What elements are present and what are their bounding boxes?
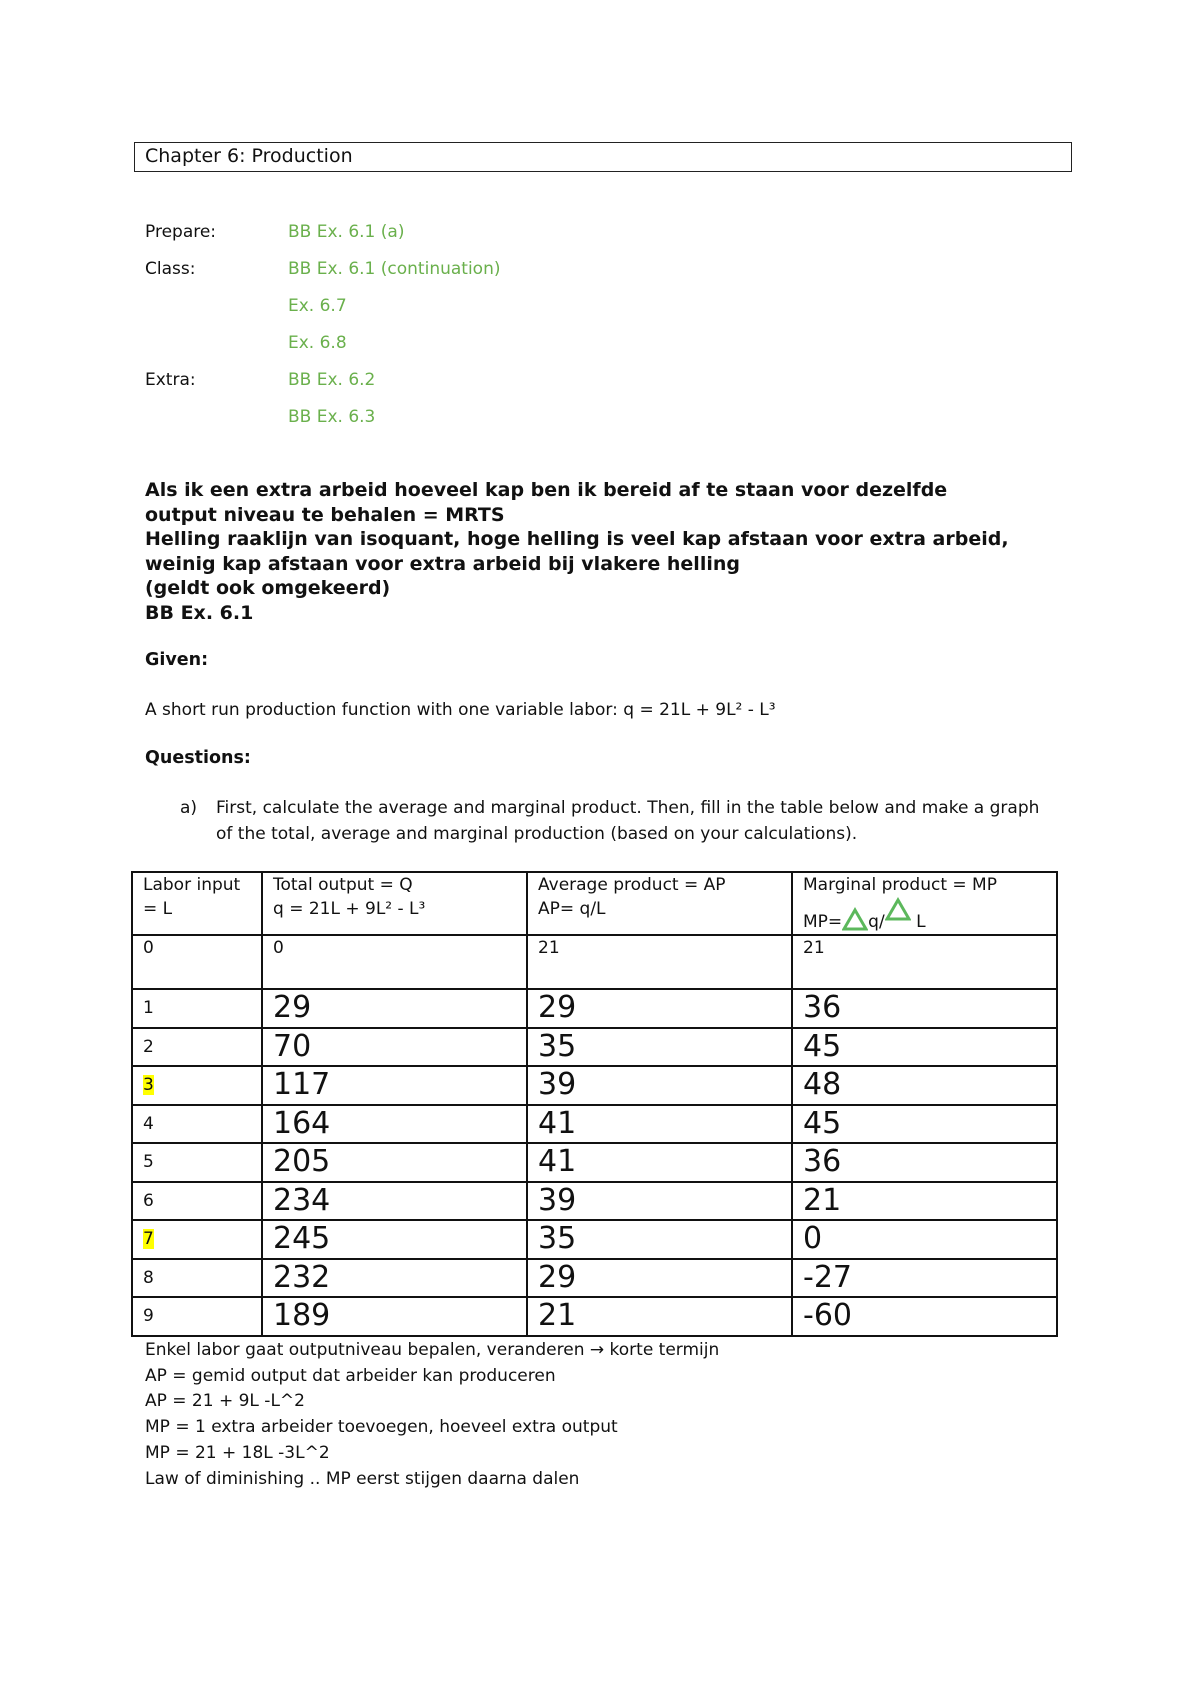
cell-average-product-value: 35 bbox=[538, 1028, 577, 1064]
header-marginal-product bbox=[792, 872, 1057, 935]
mrts-note-line: output niveau te behalen = MRTS bbox=[145, 503, 505, 526]
header-text: MP= bbox=[803, 912, 843, 932]
question-marker: a) bbox=[180, 798, 198, 818]
cell-labor-value: 9 bbox=[143, 1306, 154, 1327]
cell-total-output: 0 bbox=[262, 935, 527, 989]
cell-labor bbox=[132, 1143, 262, 1182]
cell-total-output-value: 232 bbox=[273, 1259, 331, 1295]
delta-triangle-icon bbox=[885, 897, 911, 925]
table-row bbox=[132, 1220, 1057, 1259]
mrts-note-line: BB Ex. 6.1 bbox=[145, 601, 254, 624]
cell-total-output bbox=[262, 1066, 527, 1105]
cell-average-product-value: 21 bbox=[538, 1298, 577, 1334]
cell-marginal-product-value: 0 bbox=[803, 1221, 823, 1257]
mrts-notes bbox=[145, 478, 1085, 625]
header-line: = L bbox=[143, 899, 173, 919]
cell-labor-value: 6 bbox=[143, 1190, 154, 1211]
bottom-notes bbox=[145, 1338, 719, 1492]
cell-average-product-value: 29 bbox=[538, 990, 577, 1026]
header-line bbox=[803, 897, 1056, 934]
cell-marginal-product bbox=[792, 1259, 1057, 1298]
cell-labor: 0 bbox=[132, 935, 262, 989]
cell-labor-value: 2 bbox=[143, 1036, 154, 1057]
table-row bbox=[132, 1297, 1057, 1336]
given-heading: Given: bbox=[145, 650, 209, 670]
cell-marginal-product-value: 45 bbox=[803, 1028, 842, 1064]
header-line: Average product = AP bbox=[538, 875, 726, 895]
table-row bbox=[132, 1143, 1057, 1182]
cell-average-product bbox=[527, 1066, 792, 1105]
header-text: q/ bbox=[868, 912, 885, 932]
cell-average-product bbox=[527, 989, 792, 1028]
header-line: Labor input bbox=[143, 875, 241, 895]
cell-marginal-product bbox=[792, 1066, 1057, 1105]
cell-average-product-value: 39 bbox=[538, 1067, 577, 1103]
cell-marginal-product-value: 36 bbox=[803, 1144, 842, 1180]
cell-average-product bbox=[527, 1259, 792, 1298]
cell-labor-value: 3 bbox=[143, 1075, 154, 1096]
cell-total-output-value: 29 bbox=[273, 990, 312, 1026]
cell-average-product bbox=[527, 1220, 792, 1259]
note-line: Enkel labor gaat outputniveau bepalen, veranderen → korte termijn bbox=[145, 1340, 720, 1360]
table-row bbox=[132, 1182, 1057, 1221]
schedule-value: Ex. 6.7 bbox=[288, 296, 347, 316]
header-line: Total output = Q bbox=[273, 875, 413, 895]
cell-marginal-product-value: 48 bbox=[803, 1067, 842, 1103]
table-row bbox=[132, 1028, 1057, 1067]
cell-marginal-product-value: 45 bbox=[803, 1105, 842, 1141]
cell-labor bbox=[132, 1105, 262, 1144]
schedule-value: BB Ex. 6.2 bbox=[288, 370, 376, 390]
delta-triangle-icon bbox=[842, 907, 868, 931]
cell-marginal-product bbox=[792, 1182, 1057, 1221]
cell-labor bbox=[132, 989, 262, 1028]
cell-labor-value: 4 bbox=[143, 1113, 154, 1134]
header-total-output bbox=[262, 872, 527, 935]
header-line: q = 21L + 9L² - L³ bbox=[273, 899, 426, 919]
cell-average-product: 21 bbox=[527, 935, 792, 989]
mrts-note-line: (geldt ook omgekeerd) bbox=[145, 577, 391, 599]
cell-marginal-product bbox=[792, 1105, 1057, 1144]
cell-average-product-value: 35 bbox=[538, 1221, 577, 1257]
header-line: Marginal product = MP bbox=[803, 875, 997, 895]
production-function: A short run production function with one variable labor: q = 21L + 9L² - L³ bbox=[145, 700, 776, 720]
cell-total-output-value: 234 bbox=[273, 1182, 331, 1218]
table-header-row bbox=[132, 872, 1057, 935]
cell-average-product-value: 39 bbox=[538, 1182, 577, 1218]
table-row bbox=[132, 1105, 1057, 1144]
note-line: Law of diminishing .. MP eerst stijgen daarna dalen bbox=[145, 1468, 580, 1489]
cell-total-output bbox=[262, 1105, 527, 1144]
cell-total-output-value: 205 bbox=[273, 1144, 331, 1180]
cell-labor-value: 5 bbox=[143, 1152, 154, 1173]
cell-marginal-product bbox=[792, 989, 1057, 1028]
note-line: AP = 21 + 9L -L^2 bbox=[145, 1391, 305, 1412]
cell-total-output bbox=[262, 1028, 527, 1067]
cell-labor bbox=[132, 1220, 262, 1259]
table-row bbox=[132, 989, 1057, 1028]
schedule-label: Class: bbox=[145, 259, 196, 279]
cell-average-product bbox=[527, 1105, 792, 1144]
cell-total-output-value: 164 bbox=[273, 1105, 331, 1141]
header-average-product bbox=[527, 872, 792, 935]
header-labor bbox=[132, 872, 262, 935]
cell-average-product-value: 41 bbox=[538, 1144, 577, 1180]
cell-total-output bbox=[262, 989, 527, 1028]
header-line: AP= q/L bbox=[538, 899, 606, 919]
questions-heading: Questions: bbox=[145, 748, 251, 768]
header-text: L bbox=[910, 912, 926, 932]
cell-average-product bbox=[527, 1028, 792, 1067]
cell-average-product-value: 29 bbox=[538, 1259, 577, 1295]
note-line: MP = 21 + 18L -3L^2 bbox=[145, 1442, 330, 1463]
cell-marginal-product bbox=[792, 1143, 1057, 1182]
schedule-value: Ex. 6.8 bbox=[288, 333, 347, 353]
mrts-note-line: weinig kap afstaan voor extra arbeid bij vlakere helling bbox=[145, 552, 740, 575]
schedule-value: BB Ex. 6.1 (a) bbox=[288, 222, 405, 242]
table-row bbox=[132, 935, 1057, 989]
cell-labor bbox=[132, 1259, 262, 1298]
table-body bbox=[132, 989, 1057, 1336]
cell-labor bbox=[132, 1028, 262, 1067]
cell-total-output-value: 70 bbox=[273, 1028, 312, 1064]
note-line: AP = gemid output dat arbeider kan produceren bbox=[145, 1365, 556, 1386]
schedule-label: Extra: bbox=[145, 370, 196, 390]
cell-labor bbox=[132, 1066, 262, 1105]
schedule-value: BB Ex. 6.1 (continuation) bbox=[288, 259, 501, 279]
cell-marginal-product-value: -60 bbox=[803, 1298, 852, 1334]
mrts-note-line: Helling raaklijn van isoquant, hoge helling is veel kap afstaan voor extra arbeid, bbox=[145, 528, 1009, 550]
cell-total-output bbox=[262, 1297, 527, 1336]
cell-marginal-product-value: 36 bbox=[803, 990, 842, 1026]
cell-marginal-product bbox=[792, 1028, 1057, 1067]
cell-total-output bbox=[262, 1182, 527, 1221]
chapter-title: Chapter 6: Production bbox=[134, 142, 1072, 172]
cell-total-output bbox=[262, 1220, 527, 1259]
cell-marginal-product bbox=[792, 1220, 1057, 1259]
cell-average-product bbox=[527, 1143, 792, 1182]
cell-labor-value: 7 bbox=[143, 1229, 154, 1250]
cell-marginal-product: 21 bbox=[792, 935, 1057, 989]
cell-average-product-value: 41 bbox=[538, 1105, 577, 1141]
cell-marginal-product bbox=[792, 1297, 1057, 1336]
schedule-label: Prepare: bbox=[145, 222, 217, 242]
cell-total-output-value: 117 bbox=[273, 1067, 331, 1103]
cell-total-output bbox=[262, 1259, 527, 1298]
cell-labor bbox=[132, 1297, 262, 1336]
table-row bbox=[132, 1259, 1057, 1298]
production-table bbox=[131, 871, 1058, 1337]
cell-labor-value: 8 bbox=[143, 1267, 154, 1288]
table-row bbox=[132, 1066, 1057, 1105]
note-line: MP = 1 extra arbeider toevoegen, hoeveel extra output bbox=[145, 1417, 618, 1438]
question-text: First, calculate the average and marginal product. Then, fill in the table below and make a graph of the total, average and marginal production (based on your calculations). bbox=[216, 798, 1040, 844]
mrts-note-line: Als ik een extra arbeid hoeveel kap ben ik bereid af te staan voor dezelfde bbox=[145, 479, 948, 501]
cell-marginal-product-value: -27 bbox=[803, 1259, 852, 1295]
cell-total-output-value: 189 bbox=[273, 1298, 331, 1334]
cell-labor-value: 1 bbox=[143, 998, 154, 1019]
cell-total-output bbox=[262, 1143, 527, 1182]
schedule-value: BB Ex. 6.3 bbox=[288, 407, 376, 427]
cell-average-product bbox=[527, 1297, 792, 1336]
cell-marginal-product-value: 21 bbox=[803, 1182, 842, 1218]
cell-total-output-value: 245 bbox=[273, 1221, 331, 1257]
cell-labor bbox=[132, 1182, 262, 1221]
cell-average-product bbox=[527, 1182, 792, 1221]
